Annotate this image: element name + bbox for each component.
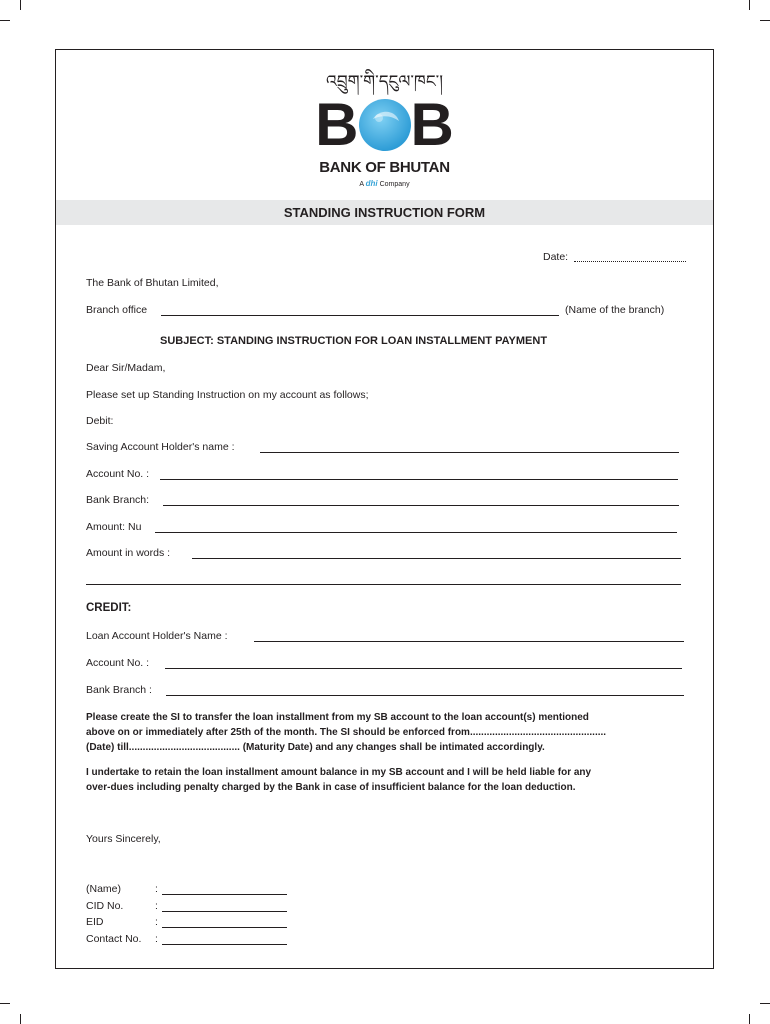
saving-name-label: Saving Account Holder's name : (86, 441, 235, 453)
crop-mark-top-left-h (0, 20, 10, 21)
loan-name-field[interactable] (254, 641, 684, 642)
undertaking-line: over-dues including penalty charged by the Bank in case of insufficient balance for the loan deduction. (86, 782, 576, 793)
credit-account-no-label: Account No. : (86, 657, 150, 669)
dzongkha-bank-name: འབྲུག་གི་དངུལ་ཁང་། (326, 72, 443, 92)
addressee: The Bank of Bhutan Limited, (86, 277, 219, 289)
separator: : (155, 933, 158, 945)
logo-letter-right: B (410, 91, 454, 158)
salutation: Dear Sir/Madam, (86, 362, 166, 374)
dhi-brand: dhi (365, 179, 378, 188)
debit-account-no-label: Account No. : (86, 468, 150, 480)
logo-letter-left: B (315, 91, 359, 158)
date-label: Date: (543, 251, 569, 263)
form-sheet (55, 49, 714, 969)
signature-name-label: (Name) (86, 883, 122, 895)
branch-hint: (Name of the branch) (565, 304, 665, 316)
instruction-line: (Date) till........................................ (Maturity Date) and any changes shall be intimated accordingly. (86, 742, 545, 753)
credit-bank-branch-field[interactable] (166, 695, 684, 696)
saving-name-field[interactable] (260, 452, 679, 453)
signature-contact-field[interactable] (162, 944, 287, 945)
debit-heading: Debit: (86, 415, 114, 427)
separator: : (155, 883, 158, 895)
undertaking-line: I undertake to retain the loan installment amount balance in my SB account and I will be held liable for any (86, 767, 592, 778)
instruction-line: Please create the SI to transfer the loan installment from my SB account to the loan account(s) mentioned (86, 712, 589, 723)
crop-mark-top-right-v (749, 0, 750, 10)
loan-name-label: Loan Account Holder's Name : (86, 630, 228, 642)
instruction-line: above on or immediately after 25th of the month. The SI should be enforced from................................................. (86, 727, 607, 738)
credit-heading: CREDIT: (86, 602, 132, 614)
debit-bank-branch-label: Bank Branch: (86, 494, 150, 506)
branch-field[interactable] (161, 315, 559, 316)
crop-mark-bottom-right-v (749, 1014, 750, 1024)
signature-name-field[interactable] (162, 894, 287, 895)
date-field[interactable] (574, 261, 686, 262)
amount-field[interactable] (155, 532, 677, 533)
instruction-paragraph (86, 710, 686, 755)
crop-mark-top-right-h (760, 20, 770, 21)
company-tagline (56, 179, 713, 188)
credit-account-no-field[interactable] (165, 668, 682, 669)
crop-mark-top-left-v (20, 0, 21, 10)
intro-text: Please set up Standing Instruction on my account as follows; (86, 389, 369, 401)
debit-account-no-field[interactable] (160, 479, 678, 480)
signature-cid-field[interactable] (162, 911, 287, 912)
company-prefix: A (359, 181, 364, 188)
signature-eid-label: EID (86, 916, 104, 928)
subject-line: SUBJECT: STANDING INSTRUCTION FOR LOAN INSTALLMENT PAYMENT (160, 335, 548, 347)
branch-label: Branch office (86, 304, 148, 316)
closing: Yours Sincerely, (86, 833, 161, 845)
bob-logo-mark (56, 91, 713, 158)
separator: : (155, 916, 158, 928)
separator: : (155, 900, 158, 912)
signature-eid-field[interactable] (162, 927, 287, 928)
crop-mark-bottom-left-h (0, 1003, 10, 1004)
credit-bank-branch-label: Bank Branch : (86, 684, 152, 696)
amount-words-field-continued[interactable] (86, 584, 681, 585)
company-suffix: Company (379, 181, 410, 188)
signature-cid-label: CID No. (86, 900, 124, 912)
crop-mark-bottom-right-h (760, 1003, 770, 1004)
bank-logo (56, 72, 713, 188)
bank-name: BANK OF BHUTAN (319, 159, 450, 176)
logo-orb-icon (357, 97, 413, 153)
amount-words-field[interactable] (192, 558, 681, 559)
amount-words-label: Amount in words : (86, 547, 171, 559)
undertaking-paragraph (86, 765, 686, 795)
debit-bank-branch-field[interactable] (163, 505, 679, 506)
crop-mark-bottom-left-v (20, 1014, 21, 1024)
form-title: STANDING INSTRUCTION FORM (56, 200, 713, 225)
amount-label: Amount: Nu (86, 521, 142, 533)
signature-contact-label: Contact No. (86, 933, 142, 945)
